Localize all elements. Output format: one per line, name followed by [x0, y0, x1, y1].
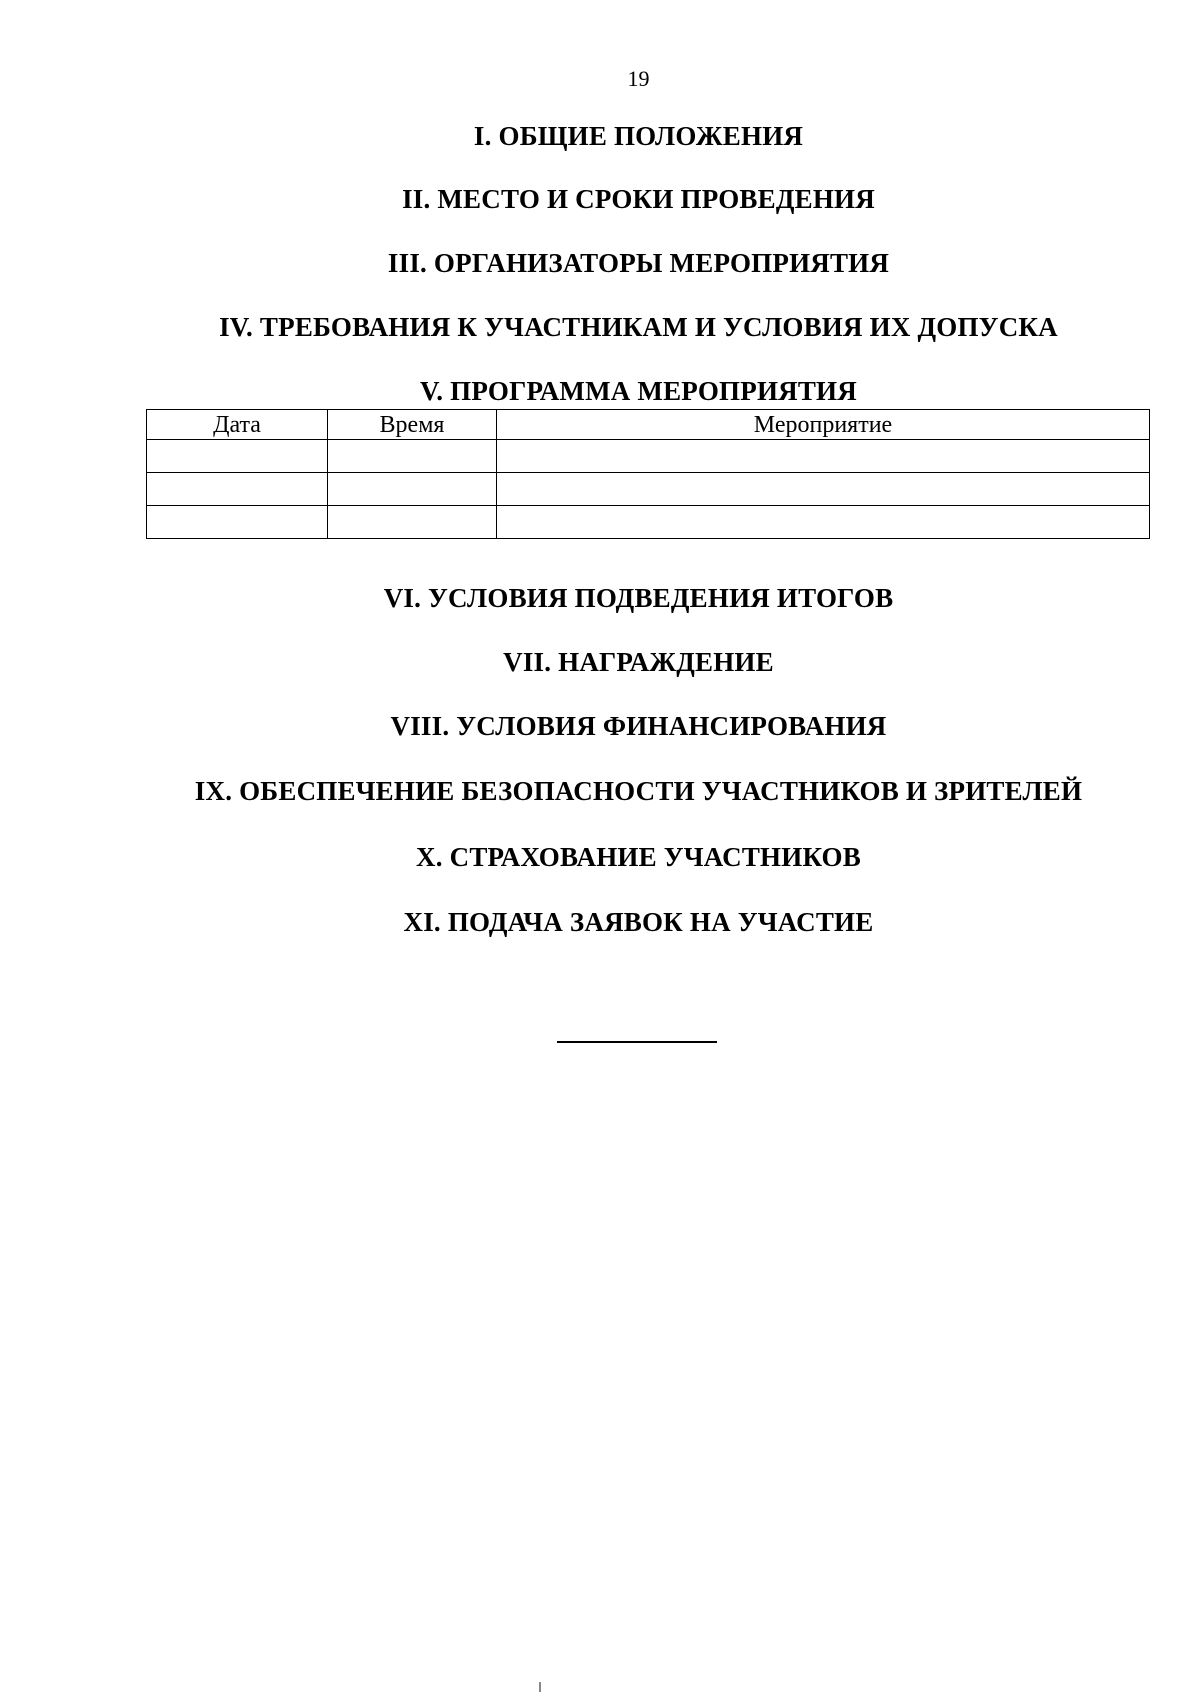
table-row — [147, 440, 1150, 473]
table-row — [147, 506, 1150, 539]
table-cell-event — [497, 506, 1150, 539]
table-cell-date — [147, 473, 328, 506]
column-header-date: Дата — [147, 410, 328, 440]
section-heading-10: X. СТРАХОВАНИЕ УЧАСТНИКОВ — [416, 842, 861, 872]
table-cell-time — [328, 506, 497, 539]
table-cell-event — [497, 473, 1150, 506]
table-cell-time — [328, 473, 497, 506]
table-cell-event — [497, 440, 1150, 473]
table-header-row — [147, 410, 1150, 440]
table-cell-date — [147, 506, 328, 539]
scan-artifact-mark — [539, 1682, 541, 1692]
table-cell-time — [328, 440, 497, 473]
section-heading-7: VII. НАГРАЖДЕНИЕ — [503, 647, 774, 677]
section-heading-3: III. ОРГАНИЗАТОРЫ МЕРОПРИЯТИЯ — [387, 248, 890, 278]
column-header-event: Мероприятие — [497, 410, 1150, 440]
table-row — [147, 473, 1150, 506]
section-heading-9: IX. ОБЕСПЕЧЕНИЕ БЕЗОПАСНОСТИ УЧАСТНИКОВ И ЗРИТЕЛЕЙ — [194, 776, 1083, 806]
page-number: 19 — [627, 66, 650, 91]
section-heading-4: IV. ТРЕБОВАНИЯ К УЧАСТНИКАМ И УСЛОВИЯ ИХ ДОПУСКА — [219, 312, 1058, 342]
section-heading-1: I. ОБЩИЕ ПОЛОЖЕНИЯ — [473, 121, 804, 151]
section-heading-6: VI. УСЛОВИЯ ПОДВЕДЕНИЯ ИТОГОВ — [383, 583, 894, 613]
end-divider — [557, 1041, 717, 1043]
section-heading-8: VIII. УСЛОВИЯ ФИНАНСИРОВАНИЯ — [390, 711, 887, 741]
section-heading-5: V. ПРОГРАММА МЕРОПРИЯТИЯ — [420, 376, 857, 406]
column-header-time: Время — [328, 410, 497, 440]
program-table — [146, 409, 1150, 539]
table-cell-date — [147, 440, 328, 473]
section-heading-2: II. МЕСТО И СРОКИ ПРОВЕДЕНИЯ — [402, 184, 875, 214]
section-heading-11: XI. ПОДАЧА ЗАЯВОК НА УЧАСТИЕ — [403, 907, 874, 937]
